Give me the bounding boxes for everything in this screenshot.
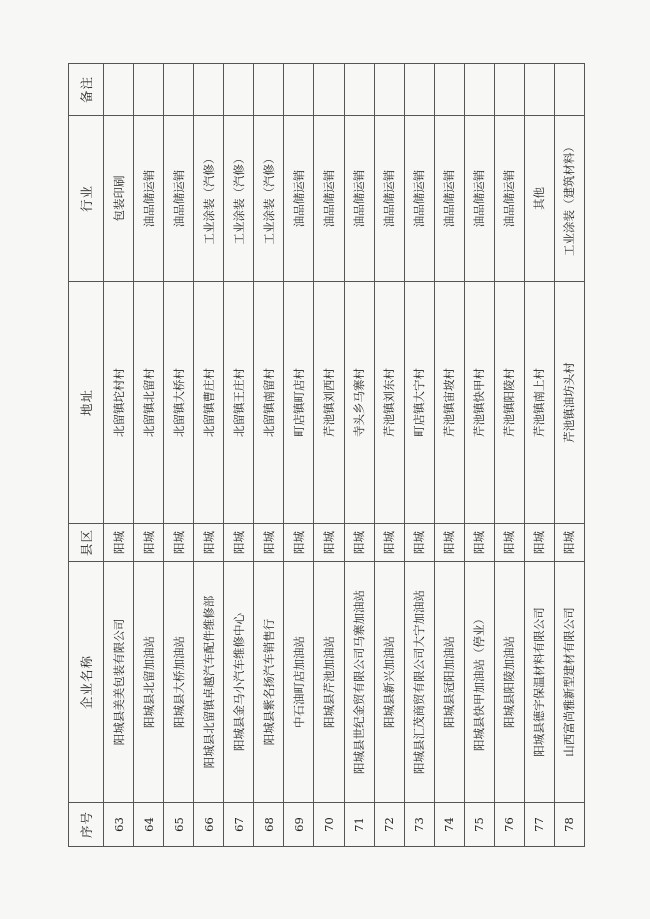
cell-remark — [374, 64, 404, 116]
cell-remark — [404, 64, 434, 116]
cell-remark — [494, 64, 524, 116]
cell-address: 芹池镇快甲村 — [464, 282, 494, 524]
cell-county: 阳城 — [164, 524, 194, 562]
cell-name: 山西富尚雅新型建材有限公司 — [554, 562, 584, 803]
cell-seq: 69 — [284, 803, 314, 847]
cell-seq: 76 — [494, 803, 524, 847]
cell-remark — [284, 64, 314, 116]
cell-industry: 工业涂装（建筑材料） — [554, 116, 584, 282]
table-row — [284, 64, 314, 847]
table-row — [494, 64, 524, 847]
table-row — [554, 64, 584, 847]
cell-seq: 72 — [374, 803, 404, 847]
cell-name: 阳城县世纪金贸有限公司马寨加油站 — [344, 562, 374, 803]
cell-industry: 油品储运销 — [434, 116, 464, 282]
cell-industry: 油品储运销 — [494, 116, 524, 282]
cell-county: 阳城 — [434, 524, 464, 562]
cell-name: 阳城县德宇保温材料有限公司 — [524, 562, 554, 803]
table-row — [314, 64, 344, 847]
cell-address: 芹池镇阳陵村 — [494, 282, 524, 524]
cell-address: 北留镇曹庄村 — [194, 282, 224, 524]
cell-industry: 油品储运销 — [464, 116, 494, 282]
table-row — [104, 64, 134, 847]
header-county: 县区 — [69, 524, 104, 562]
cell-name: 阳城县快甲加油站（停业） — [464, 562, 494, 803]
cell-address: 北留镇大桥村 — [164, 282, 194, 524]
table-row — [434, 64, 464, 847]
table-row — [344, 64, 374, 847]
cell-remark — [194, 64, 224, 116]
cell-address: 町店镇町店村 — [284, 282, 314, 524]
cell-name: 阳城县紫名扬汽车销售行 — [254, 562, 284, 803]
cell-county: 阳城 — [254, 524, 284, 562]
cell-address: 北留镇王庄村 — [224, 282, 254, 524]
cell-address: 芹池镇刘东村 — [374, 282, 404, 524]
cell-remark — [254, 64, 284, 116]
cell-county: 阳城 — [224, 524, 254, 562]
cell-remark — [134, 64, 164, 116]
cell-name: 阳城县芹池加油站 — [314, 562, 344, 803]
table-row — [224, 64, 254, 847]
cell-name: 阳城县北留镇卓越汽车配件维修部 — [194, 562, 224, 803]
cell-county: 阳城 — [284, 524, 314, 562]
cell-remark — [104, 64, 134, 116]
cell-industry: 油品储运销 — [134, 116, 164, 282]
cell-industry: 油品储运销 — [284, 116, 314, 282]
cell-remark — [344, 64, 374, 116]
cell-county: 阳城 — [104, 524, 134, 562]
cell-industry: 油品储运销 — [164, 116, 194, 282]
cell-industry: 工业涂装（汽修） — [194, 116, 224, 282]
cell-name: 阳城县新兴加油站 — [374, 562, 404, 803]
table-row — [524, 64, 554, 847]
cell-seq: 74 — [434, 803, 464, 847]
cell-seq: 67 — [224, 803, 254, 847]
cell-address: 寺头乡马寨村 — [344, 282, 374, 524]
cell-county: 阳城 — [314, 524, 344, 562]
cell-industry: 油品储运销 — [374, 116, 404, 282]
cell-remark — [524, 64, 554, 116]
cell-industry: 油品储运销 — [314, 116, 344, 282]
cell-seq: 70 — [314, 803, 344, 847]
table-row — [374, 64, 404, 847]
cell-name: 阳城县冠阳加油站 — [434, 562, 464, 803]
table-row — [254, 64, 284, 847]
cell-remark — [464, 64, 494, 116]
cell-seq: 63 — [104, 803, 134, 847]
cell-industry: 油品储运销 — [344, 116, 374, 282]
header-name: 企业名称 — [69, 562, 104, 803]
table-row — [194, 64, 224, 847]
cell-seq: 66 — [194, 803, 224, 847]
header-address: 地址 — [69, 282, 104, 524]
cell-seq: 73 — [404, 803, 434, 847]
cell-remark — [434, 64, 464, 116]
cell-name: 中石油町店加油站 — [284, 562, 314, 803]
table-row — [404, 64, 434, 847]
cell-name: 阳城县汇茂商贸有限公司大宁加油站 — [404, 562, 434, 803]
enterprise-table — [68, 63, 585, 847]
cell-industry: 其他 — [524, 116, 554, 282]
cell-name: 阳城县北留加油站 — [134, 562, 164, 803]
cell-seq: 71 — [344, 803, 374, 847]
cell-address: 芹池镇刘西村 — [314, 282, 344, 524]
cell-industry: 工业涂装（汽修） — [254, 116, 284, 282]
cell-county: 阳城 — [554, 524, 584, 562]
cell-address: 芹池镇宙坡村 — [434, 282, 464, 524]
cell-name: 阳城县金马小汽车维修中心 — [224, 562, 254, 803]
cell-address: 町店镇大宁村 — [404, 282, 434, 524]
table-row — [164, 64, 194, 847]
cell-industry: 包装印刷 — [104, 116, 134, 282]
cell-name: 阳城县阳陵加油站 — [494, 562, 524, 803]
cell-address: 芹池镇南上村 — [524, 282, 554, 524]
cell-address: 芹池镇油坊头村 — [554, 282, 584, 524]
header-seq: 序号 — [69, 803, 104, 847]
table-header-row — [69, 64, 104, 847]
cell-remark — [224, 64, 254, 116]
cell-county: 阳城 — [374, 524, 404, 562]
cell-county: 阳城 — [494, 524, 524, 562]
header-industry: 行业 — [69, 116, 104, 282]
cell-address: 北留镇南留村 — [254, 282, 284, 524]
header-remark: 备注 — [69, 64, 104, 116]
table-row — [134, 64, 164, 847]
cell-county: 阳城 — [464, 524, 494, 562]
cell-seq: 68 — [254, 803, 284, 847]
cell-county: 阳城 — [524, 524, 554, 562]
cell-industry: 工业涂装（汽修） — [224, 116, 254, 282]
cell-remark — [314, 64, 344, 116]
cell-county: 阳城 — [344, 524, 374, 562]
cell-seq: 65 — [164, 803, 194, 847]
cell-seq: 75 — [464, 803, 494, 847]
cell-address: 北留镇北留村 — [134, 282, 164, 524]
cell-county: 阳城 — [404, 524, 434, 562]
cell-industry: 油品储运销 — [404, 116, 434, 282]
cell-seq: 77 — [524, 803, 554, 847]
cell-county: 阳城 — [134, 524, 164, 562]
table-row — [464, 64, 494, 847]
cell-name: 阳城县大桥加油站 — [164, 562, 194, 803]
cell-remark — [164, 64, 194, 116]
cell-address: 北留镇坨村村 — [104, 282, 134, 524]
cell-seq: 64 — [134, 803, 164, 847]
cell-county: 阳城 — [194, 524, 224, 562]
cell-name: 阳城县美美包装有限公司 — [104, 562, 134, 803]
cell-seq: 78 — [554, 803, 584, 847]
cell-remark — [554, 64, 584, 116]
